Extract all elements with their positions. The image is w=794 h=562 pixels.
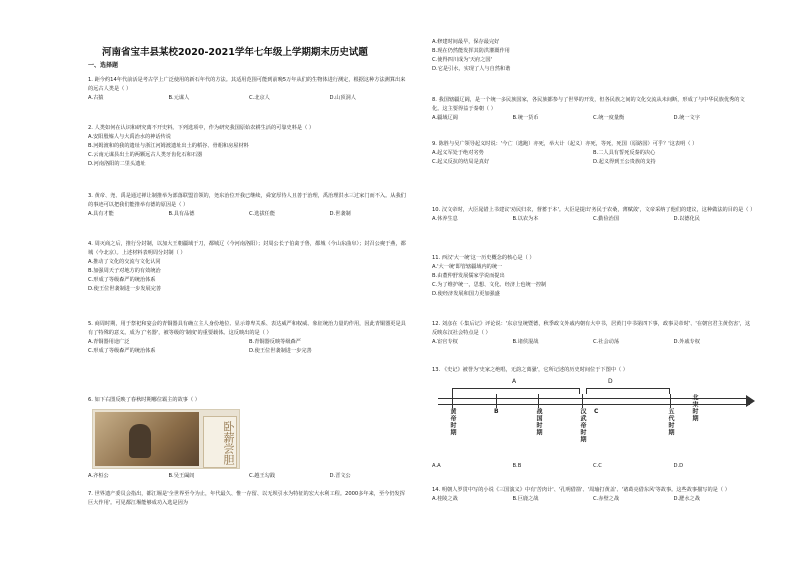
option[interactable]: D.统一文字 (673, 115, 700, 121)
option[interactable]: D.山顶洞人 (329, 95, 356, 101)
question-6-options (88, 472, 410, 481)
option[interactable]: C.越王勾践 (249, 473, 276, 479)
option[interactable]: C.使得四川成为'天府之国' (432, 57, 492, 63)
mark-b (496, 394, 497, 408)
person-figure (129, 424, 151, 458)
mark-wudai (670, 394, 671, 408)
question-12 (432, 320, 754, 347)
illustration-scene (95, 412, 199, 466)
question-5 (88, 320, 410, 356)
section-heading: 一、选择题 (88, 62, 119, 69)
option[interactable]: C.统一度量衡 (593, 115, 625, 121)
question-stem: 12. 刘彦在《·集后记》评论说：'东京皇统暨德，秋季政文外戚内朝有大中书，居黄门中书第四下事，政事灵帝时'、'在朝宫君主黄伤害'，这反映东汉社会特点是（ ） (432, 321, 751, 336)
question-stem: 5. 商周时期，用于祭祀和宴会的青铜器具有确立主人身份地位、显示尊卑关系、表达威严和权威、象征统治力量的作用，因此青铜器更是具有了特殊的意义。成为了'名器'，被等级的'制度'的重要载体。这反映出的是（ ） (88, 321, 406, 336)
option[interactable]: B.现在仍然能发挥其防洪灌溉作用 (432, 48, 510, 54)
illustration-caption: 卧薪尝胆 (203, 416, 237, 468)
option[interactable]: A.起义军处于绝对劣势 (432, 150, 484, 156)
mark-zhanguo (538, 394, 539, 408)
question-8 (432, 96, 754, 123)
point-b-label: B (494, 408, 499, 415)
option[interactable]: B.统一货币 (512, 115, 539, 121)
page-title: 河南省宝丰县某校2020-2021学年七年级上学期期末历史试题 (102, 47, 368, 58)
story-illustration (92, 409, 240, 469)
option[interactable]: C.起义反抗的结局是真好 (432, 159, 490, 165)
option[interactable]: A.'大一统'即管辖疆域内的统一 (432, 264, 503, 270)
question-10 (432, 206, 754, 224)
timeline-axis (438, 398, 750, 405)
option[interactable]: A.安阳殷墟人与大禹治水的神话传说 (88, 134, 171, 140)
question-2 (88, 124, 410, 169)
timeline-arrow (746, 395, 755, 407)
option[interactable]: A.修建时间最早，保存最完好 (432, 39, 500, 45)
option[interactable]: B.元谋人 (168, 95, 190, 101)
option[interactable]: A.推动了文化的交流与文化认同 (88, 259, 161, 265)
option[interactable]: C.勤俭治国 (593, 216, 620, 222)
option[interactable]: D.它是引水，实现了人与自然和谐 (432, 66, 511, 72)
span-a-label: A (512, 378, 517, 385)
question-1 (88, 76, 410, 103)
option[interactable]: B.巨鹿之战 (512, 496, 539, 502)
option[interactable]: D.淝水之战 (673, 496, 700, 502)
question-stem: 13. 《史记》被誉为'史家之绝唱，无韵之离骚'，它所记述的历史时间位于下图中（ ） (432, 367, 628, 373)
span-d-label: D (608, 378, 613, 385)
option[interactable]: D.D (673, 463, 684, 469)
span-a-bracket (452, 388, 580, 395)
question-stem: 9. 陈胜与吴广领导起义时说：'今亡（逃跑）亦死，举大计（起义）亦死，等死，死国（原路国）可乎？'这表明（ ） (432, 141, 698, 147)
question-stem: 11. 西汉'大一统'这一历史概念的核心是（ ） (432, 255, 535, 261)
question-stem: 4. 周灭商之后，推行分封制，以加大王朝疆域于刀，都城辽（今河南洛阳）；封周公长子伯禽于鲁，都城（今山东曲阜）；封召公奭于燕，都城（今北京）。上述材料表明周分封制（ ） (88, 241, 406, 256)
option[interactable]: A.A (432, 463, 441, 469)
point-c-label: C (594, 408, 599, 415)
option[interactable]: B.以农为本 (512, 216, 539, 222)
option[interactable]: B.青铜器反映等级森严 (249, 339, 301, 345)
history-timeline (438, 378, 758, 460)
question-stem: 7. 世界遗产委员会指出，都江堰是'全世界至今为止，年代最久、惟一存留、以无坝引水为特征的宏大水利工程。2000多年来，至今仍发挥巨大作用'。可见都江堰能够成功入选是因为 (88, 491, 405, 506)
option[interactable]: B.B (512, 463, 522, 469)
question-stem: 2. 人类如何在认识和研究离不开史料。下列选项中，作为研究我国原始农耕生活的可靠史料是（ ） (88, 125, 315, 131)
mark-huangdi (452, 394, 453, 408)
question-3 (88, 192, 410, 219)
option[interactable]: C.社会动荡 (593, 339, 620, 345)
option[interactable]: B.加强周天子对地方的有效统治 (88, 268, 161, 274)
option[interactable]: D.使王位世袭制进一步发展完善 (88, 286, 162, 292)
option[interactable]: D.使王位世袭制进一步完善 (249, 348, 312, 354)
question-6 (88, 396, 410, 405)
option[interactable]: C.为了维护统一，思想、文化、经济上也统一控制 (432, 282, 547, 288)
option[interactable]: D.起义得到王公贵族的支持 (593, 159, 656, 165)
option[interactable]: B.二人具有誓死反秦的决心 (593, 150, 656, 156)
option[interactable]: B.具有品德 (168, 211, 195, 217)
question-14 (432, 486, 754, 504)
span-d-bracket (586, 388, 670, 395)
question-stem: 3. 黄帝、尧、禹是通过禅让制推举为部落联盟首领的，尧东治位开我已继续，舜宽厚待人且善于治理，禹治理洪水三过家门而不入。从我们的事迹可以把我们能推举有德的原因是（ ） (88, 193, 406, 208)
period-label: 战国时期 (535, 408, 542, 436)
option[interactable]: D.河南洛阳的二里头遗址 (88, 161, 146, 167)
question-11 (432, 254, 754, 299)
option[interactable]: C.C (593, 463, 602, 469)
option[interactable]: A.具有才能 (88, 211, 114, 217)
option[interactable]: D.世袭制 (329, 211, 351, 217)
mark-hanwudi (582, 394, 583, 408)
period-label: 北宋时期 (691, 394, 698, 422)
option[interactable]: A.桂陵之战 (432, 496, 458, 502)
option[interactable]: D.以德化民 (673, 216, 700, 222)
period-label: 汉武帝时期 (579, 408, 586, 443)
question-7 (88, 490, 410, 508)
option[interactable]: B.由董仲舒发展儒家学说而提出 (432, 273, 505, 279)
option[interactable]: A.古猿 (88, 95, 104, 101)
option[interactable]: C.形成了等级森严的统治体系 (88, 348, 156, 354)
option[interactable]: C.选拔任能 (249, 211, 276, 217)
question-stem: 8. 我国辖疆辽阔，是一个统一多民族国家，各民族都参与了世界的开发，但各民族之间的文化交流从未间断，形成了与中华民族优秀的文化。这主要得益于秦朝（ ） (432, 97, 745, 112)
question-4 (88, 240, 410, 294)
question-stem: 6. 如下右图反映了春秋时期哪位霸主的故事（ ） (88, 397, 200, 403)
option[interactable]: A.齐桓公 (88, 473, 109, 479)
option[interactable]: C.形成了等级森严的统治体系 (88, 277, 156, 283)
option[interactable]: D.外戚专权 (673, 339, 700, 345)
question-stem: 10. 汉文帝时，大臣晁错上书建议'劝民归农，督蓄于本'。大臣是提出'务民于农桑，薄赋敛'，文帝采纳了他们的建议，这种做法的目的是（ ） (432, 207, 756, 213)
option[interactable]: D.晋文公 (329, 473, 351, 479)
question-stem: 14. 明朝人罗贯中写的小说《三国演义》中有'苦肉计'、'孔明借箭'、'周瑜打黄盖'、'诸葛亮借东风'等故事。这些故事描写的是（ ） (432, 487, 730, 493)
option[interactable]: C.云南元谋县出土的两颗远古人类牙齿化石和石器 (88, 152, 203, 158)
period-label: 五代时期 (667, 408, 674, 436)
question-13-options (432, 462, 754, 471)
option[interactable]: A.休养生息 (432, 216, 458, 222)
option[interactable]: A.青铜器用途广泛 (88, 339, 130, 345)
question-9 (432, 140, 754, 167)
question-7-options (432, 38, 754, 74)
option[interactable]: B.吴王阖闾 (168, 473, 195, 479)
option[interactable]: D.使经济发展和国力更加强盛 (432, 291, 500, 297)
option[interactable]: B.河姆渡和的我的遗址与浙江河姆渡遗址出土的稻谷、骨耜和房屋材料 (88, 143, 249, 149)
option[interactable]: A.宦官专权 (432, 339, 458, 345)
option[interactable]: C.赤壁之战 (593, 496, 620, 502)
period-label: 黄帝时期 (449, 408, 456, 436)
question-13 (432, 366, 754, 375)
option[interactable]: A.疆域辽阔 (432, 115, 458, 121)
option[interactable]: C.北京人 (249, 95, 270, 101)
question-stem: 1. 距今约14年代前活是考古学上广泛使用的新石年代的方法。其适用范围可能到前晚5万年从们的生物体进行测定，根据这种方法测算出来的远古人类是（ ） (88, 77, 406, 92)
option[interactable]: B.诸侯混战 (512, 339, 539, 345)
